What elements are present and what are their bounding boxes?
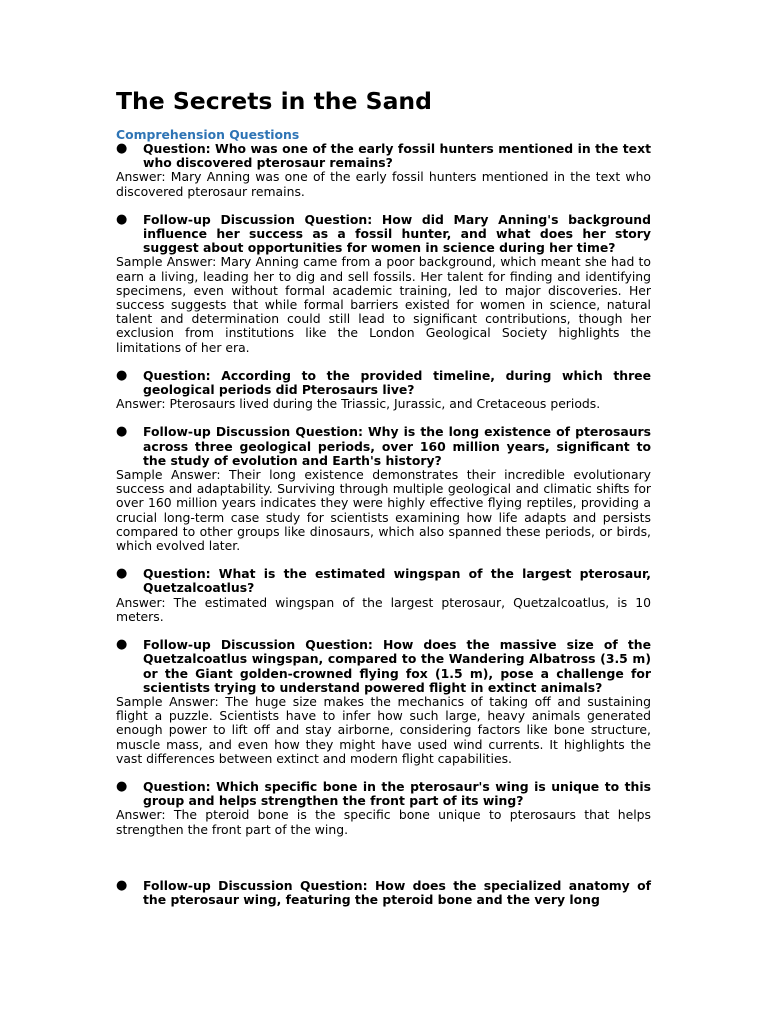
page-title: The Secrets in the Sand xyxy=(116,87,432,115)
bullet-icon: ● xyxy=(116,778,128,794)
answer-2: Sample Answer: Mary Anning came from a poor background, which meant she had to earn a living, leading her to dig and sell fossils. Her talent for finding and identifying specimens, even without formal academic training, led to major discoveries. Her success suggests that while formal barriers existed for women in science, natural talent and determination could still lead to significant contributions, though her exclusion from institutions like the London Geological Society highlights the limitations of her era. xyxy=(116,254,651,355)
answer-7: Answer: The pteroid bone is the specific bone unique to pterosaurs that helps strengthen the front part of the wing. xyxy=(116,807,651,837)
question-2 xyxy=(116,213,651,256)
answer-3: Answer: Pterosaurs lived during the Triassic, Jurassic, and Cretaceous periods. xyxy=(116,396,601,412)
answer-1: Answer: Mary Anning was one of the early fossil hunters mentioned in the text who discovered pterosaur remains. xyxy=(116,169,651,199)
question-text: Question: Which specific bone in the pterosaur's wing is unique to this group and helps strengthen the front part of its wing? xyxy=(143,778,651,809)
bullet-icon: ● xyxy=(116,424,128,440)
bullet-icon: ● xyxy=(116,566,128,582)
spacer xyxy=(116,199,651,213)
question-3 xyxy=(116,369,651,397)
spacer xyxy=(116,766,651,780)
spacer xyxy=(116,624,651,638)
question-text: Follow-up Discussion Question: How did Mary Anning's background influence her success as a fossil hunter, and what does her story suggest about opportunities for women in science during her time? xyxy=(143,211,651,256)
bullet-icon: ● xyxy=(116,141,128,156)
question-text: Question: What is the estimated wingspan of the largest pterosaur, Quetzalcoatlus? xyxy=(143,566,651,596)
spacer xyxy=(116,837,651,879)
question-8 xyxy=(116,879,651,907)
spacer xyxy=(116,553,651,567)
bullet-icon: ● xyxy=(116,637,128,653)
bullet-icon: ● xyxy=(116,877,128,893)
question-6 xyxy=(116,638,651,695)
document-page xyxy=(116,84,651,907)
question-text: Follow-up Discussion Question: How does the specialized anatomy of the pterosaur wing, featuring the pteroid bone and the very long xyxy=(143,877,651,907)
answer-5: Answer: The estimated wingspan of the largest pterosaur, Quetzalcoatlus, is 10 meters. xyxy=(116,594,651,624)
question-5 xyxy=(116,567,651,595)
spacer xyxy=(116,355,651,369)
question-7 xyxy=(116,780,651,808)
answer-4: Sample Answer: Their long existence demonstrates their incredible evolutionary success and adaptability. Surviving through multiple geological and climatic shifts for over 160 million years indicates they were highly effective flying reptiles, providing a crucial long-term case study for scientists examining how life adapts and persists compared to other groups like dinosaurs, which also spanned these periods, or birds, which evolved later. xyxy=(116,467,651,554)
section-heading: Comprehension Questions xyxy=(116,127,300,142)
spacer xyxy=(116,411,651,425)
bullet-icon: ● xyxy=(116,211,128,227)
question-text: Follow-up Discussion Question: How does the massive size of the Quetzalcoatlus wingspan, compared to the Wandering Albatross (3.5 m) or the Giant golden-crowned flying fox (1.5 m), pose a challenge for scientists trying to understand powered flight in extinct animals? xyxy=(143,637,651,695)
question-1 xyxy=(116,142,651,170)
question-text: Question: According to the provided timeline, during which three geological periods did Pterosaurs live? xyxy=(143,367,651,398)
answer-6: Sample Answer: The huge size makes the mechanics of taking off and sustaining flight a puzzle. Scientists have to infer how such large, heavy animals generated enough power to lift off and stay airborne, considering factors like bone structure, muscle mass, and even how they might have used wind currents. It highlights the vast differences between extinct and modern flight capabilities. xyxy=(116,693,651,766)
question-4 xyxy=(116,425,651,468)
bullet-icon: ● xyxy=(116,367,128,383)
question-text: Question: Who was one of the early fossil hunters mentioned in the text who discovered pterosaur remains? xyxy=(143,141,651,171)
question-text: Follow-up Discussion Question: Why is the long existence of pterosaurs across three geological periods, over 160 million years, significant to the study of evolution and Earth's history? xyxy=(143,424,651,468)
